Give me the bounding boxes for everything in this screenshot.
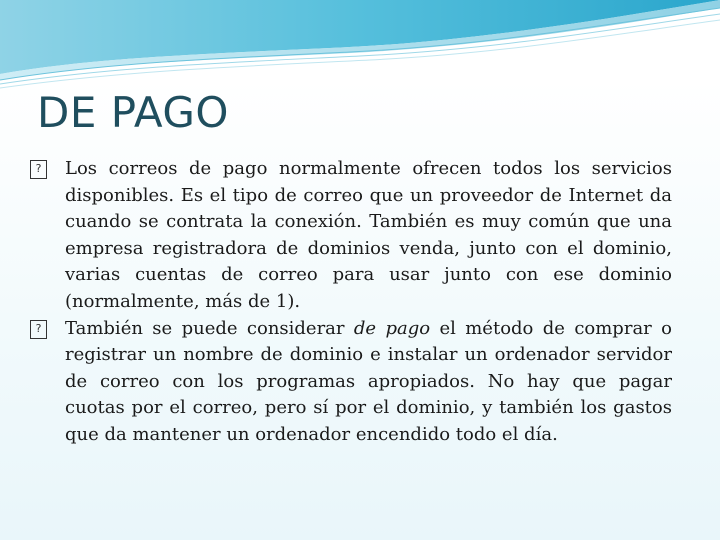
missing-glyph-bullet-icon: ? — [30, 320, 47, 339]
slide-body — [30, 156, 672, 449]
missing-glyph-bullet-icon: ? — [30, 160, 47, 179]
bullet-text-1: Los correos de pago normalmente ofrecen todos los servicios disponibles. Es el tipo de correo que un proveedor de Internet da cuando se contrata la conexión. También es muy común que una empresa registradora de dominios venda, junto con el dominio, varias cuentas de correo para usar junto con ese dominio (normalmente, más de 1). — [65, 158, 672, 312]
decorative-wave-header — [0, 0, 720, 90]
bullet-text-2-end: el método de comprar o registrar un nombre de dominio e instalar un ordenador servidor de correo con los programas apropiados. No hay que pagar cuotas por el correo, pero sí por el dominio, y también los gastos que da mantener un ordenador encendido todo el día. — [65, 317, 672, 445]
bullet-text-2-start: También se puede considerar — [65, 317, 354, 339]
bullet-paragraph-1 — [30, 156, 672, 316]
bullet-text-2-italic: de pago — [353, 317, 431, 339]
slide-title: DE PAGO — [37, 88, 229, 137]
bullet-paragraph-2 — [30, 316, 672, 449]
